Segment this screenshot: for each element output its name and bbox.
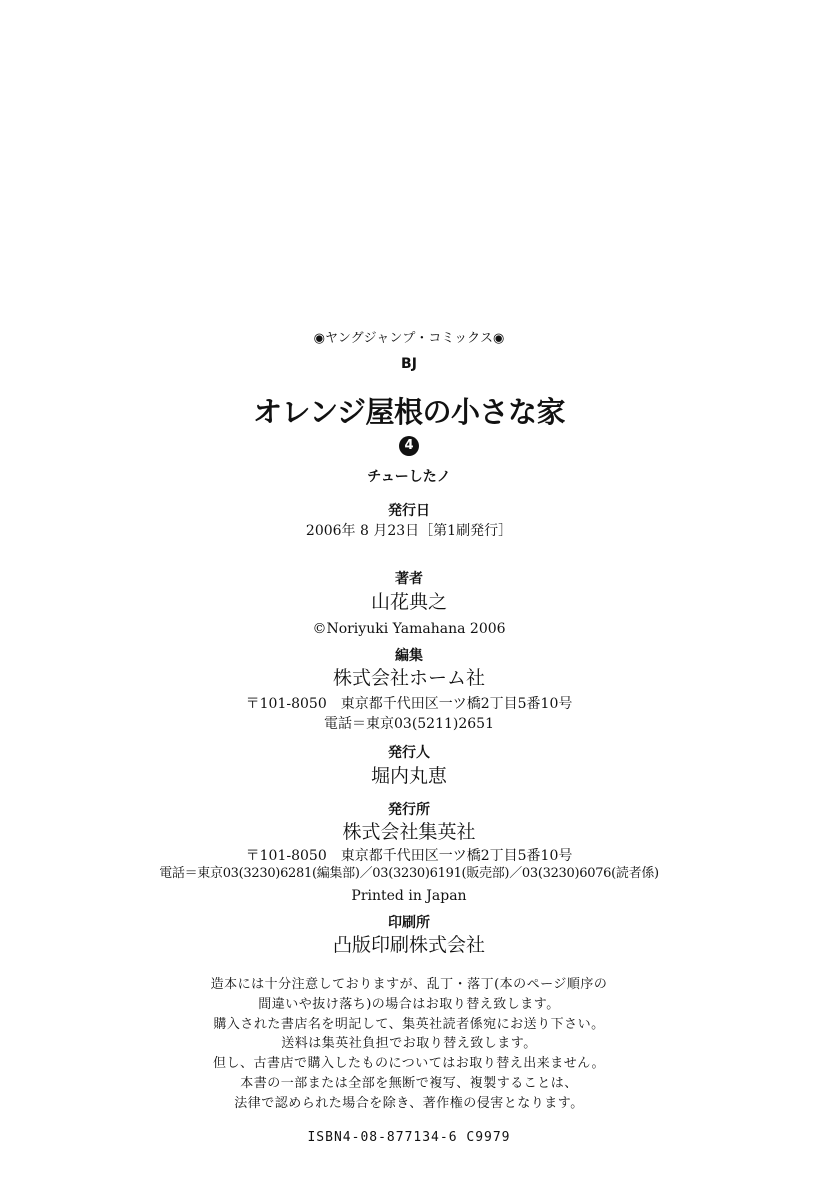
printer-company: 凸版印刷株式会社 bbox=[332, 934, 485, 956]
isbn-code: ISBN4-08-877134-6 C9979 bbox=[307, 1130, 511, 1145]
notice-line: 造本には十分注意しておりますが、乱丁・落丁(本のページ順序の bbox=[210, 977, 608, 992]
volume-badge: 4 bbox=[399, 436, 419, 456]
publisher-person-name: 堀内丸恵 bbox=[370, 765, 447, 787]
book-title: オレンジ屋根の小さな家 bbox=[252, 395, 566, 429]
printer-heading: 印刷所 bbox=[388, 915, 430, 931]
copyright-line: ©Noriyuki Yamahana 2006 bbox=[312, 621, 506, 637]
author-heading: 著者 bbox=[395, 571, 423, 587]
editor-phone: 電話＝東京03(5211)2651 bbox=[324, 716, 494, 732]
publish-date-heading: 発行日 bbox=[388, 503, 430, 519]
editor-company: 株式会社ホーム社 bbox=[332, 667, 485, 689]
publisher-company: 株式会社集英社 bbox=[342, 821, 476, 843]
publish-date-value: 2006年 8 月23日［第1刷発行］ bbox=[305, 523, 513, 539]
notice-line: 但し、古書店で購入したものについてはお取り替え出来ません。 bbox=[212, 1056, 606, 1071]
editor-heading: 編集 bbox=[395, 648, 423, 664]
publisher-heading: 発行所 bbox=[388, 802, 430, 818]
editor-address: 〒101-8050 東京都千代田区一ツ橋2丁目5番10号 bbox=[245, 696, 573, 712]
series-label: ◉ヤングジャンプ・コミックス◉ bbox=[313, 331, 505, 346]
publisher-address: 〒101-8050 東京都千代田区一ツ橋2丁目5番10号 bbox=[245, 848, 573, 864]
notice-line: 本書の一部または全部を無断で複写、複製することは、 bbox=[240, 1076, 578, 1091]
printed-in-japan: Printed in Japan bbox=[351, 888, 467, 904]
notice-line: 送料は集英社負担でお取り替え致します。 bbox=[281, 1036, 537, 1051]
notice-line: 法律で認められた場合を除き、著作権の侵害となります。 bbox=[234, 1096, 584, 1111]
notice-line: 間違いや抜け落ち)の場合はお取り替え致します。 bbox=[258, 997, 560, 1012]
notice-line: 購入された書店名を明記して、集英社読者係宛にお送り下さい。 bbox=[213, 1017, 605, 1032]
chapter-subtitle: チューしたノ bbox=[367, 469, 451, 485]
author-name: 山花典之 bbox=[370, 591, 447, 613]
publisher-person-heading: 発行人 bbox=[388, 745, 430, 761]
publisher-phone: 電話＝東京03(3230)6281(編集部)／03(3230)6191(販売部)／03(3230)6076(読者係) bbox=[159, 866, 659, 881]
imprint-label: BJ bbox=[401, 356, 417, 372]
